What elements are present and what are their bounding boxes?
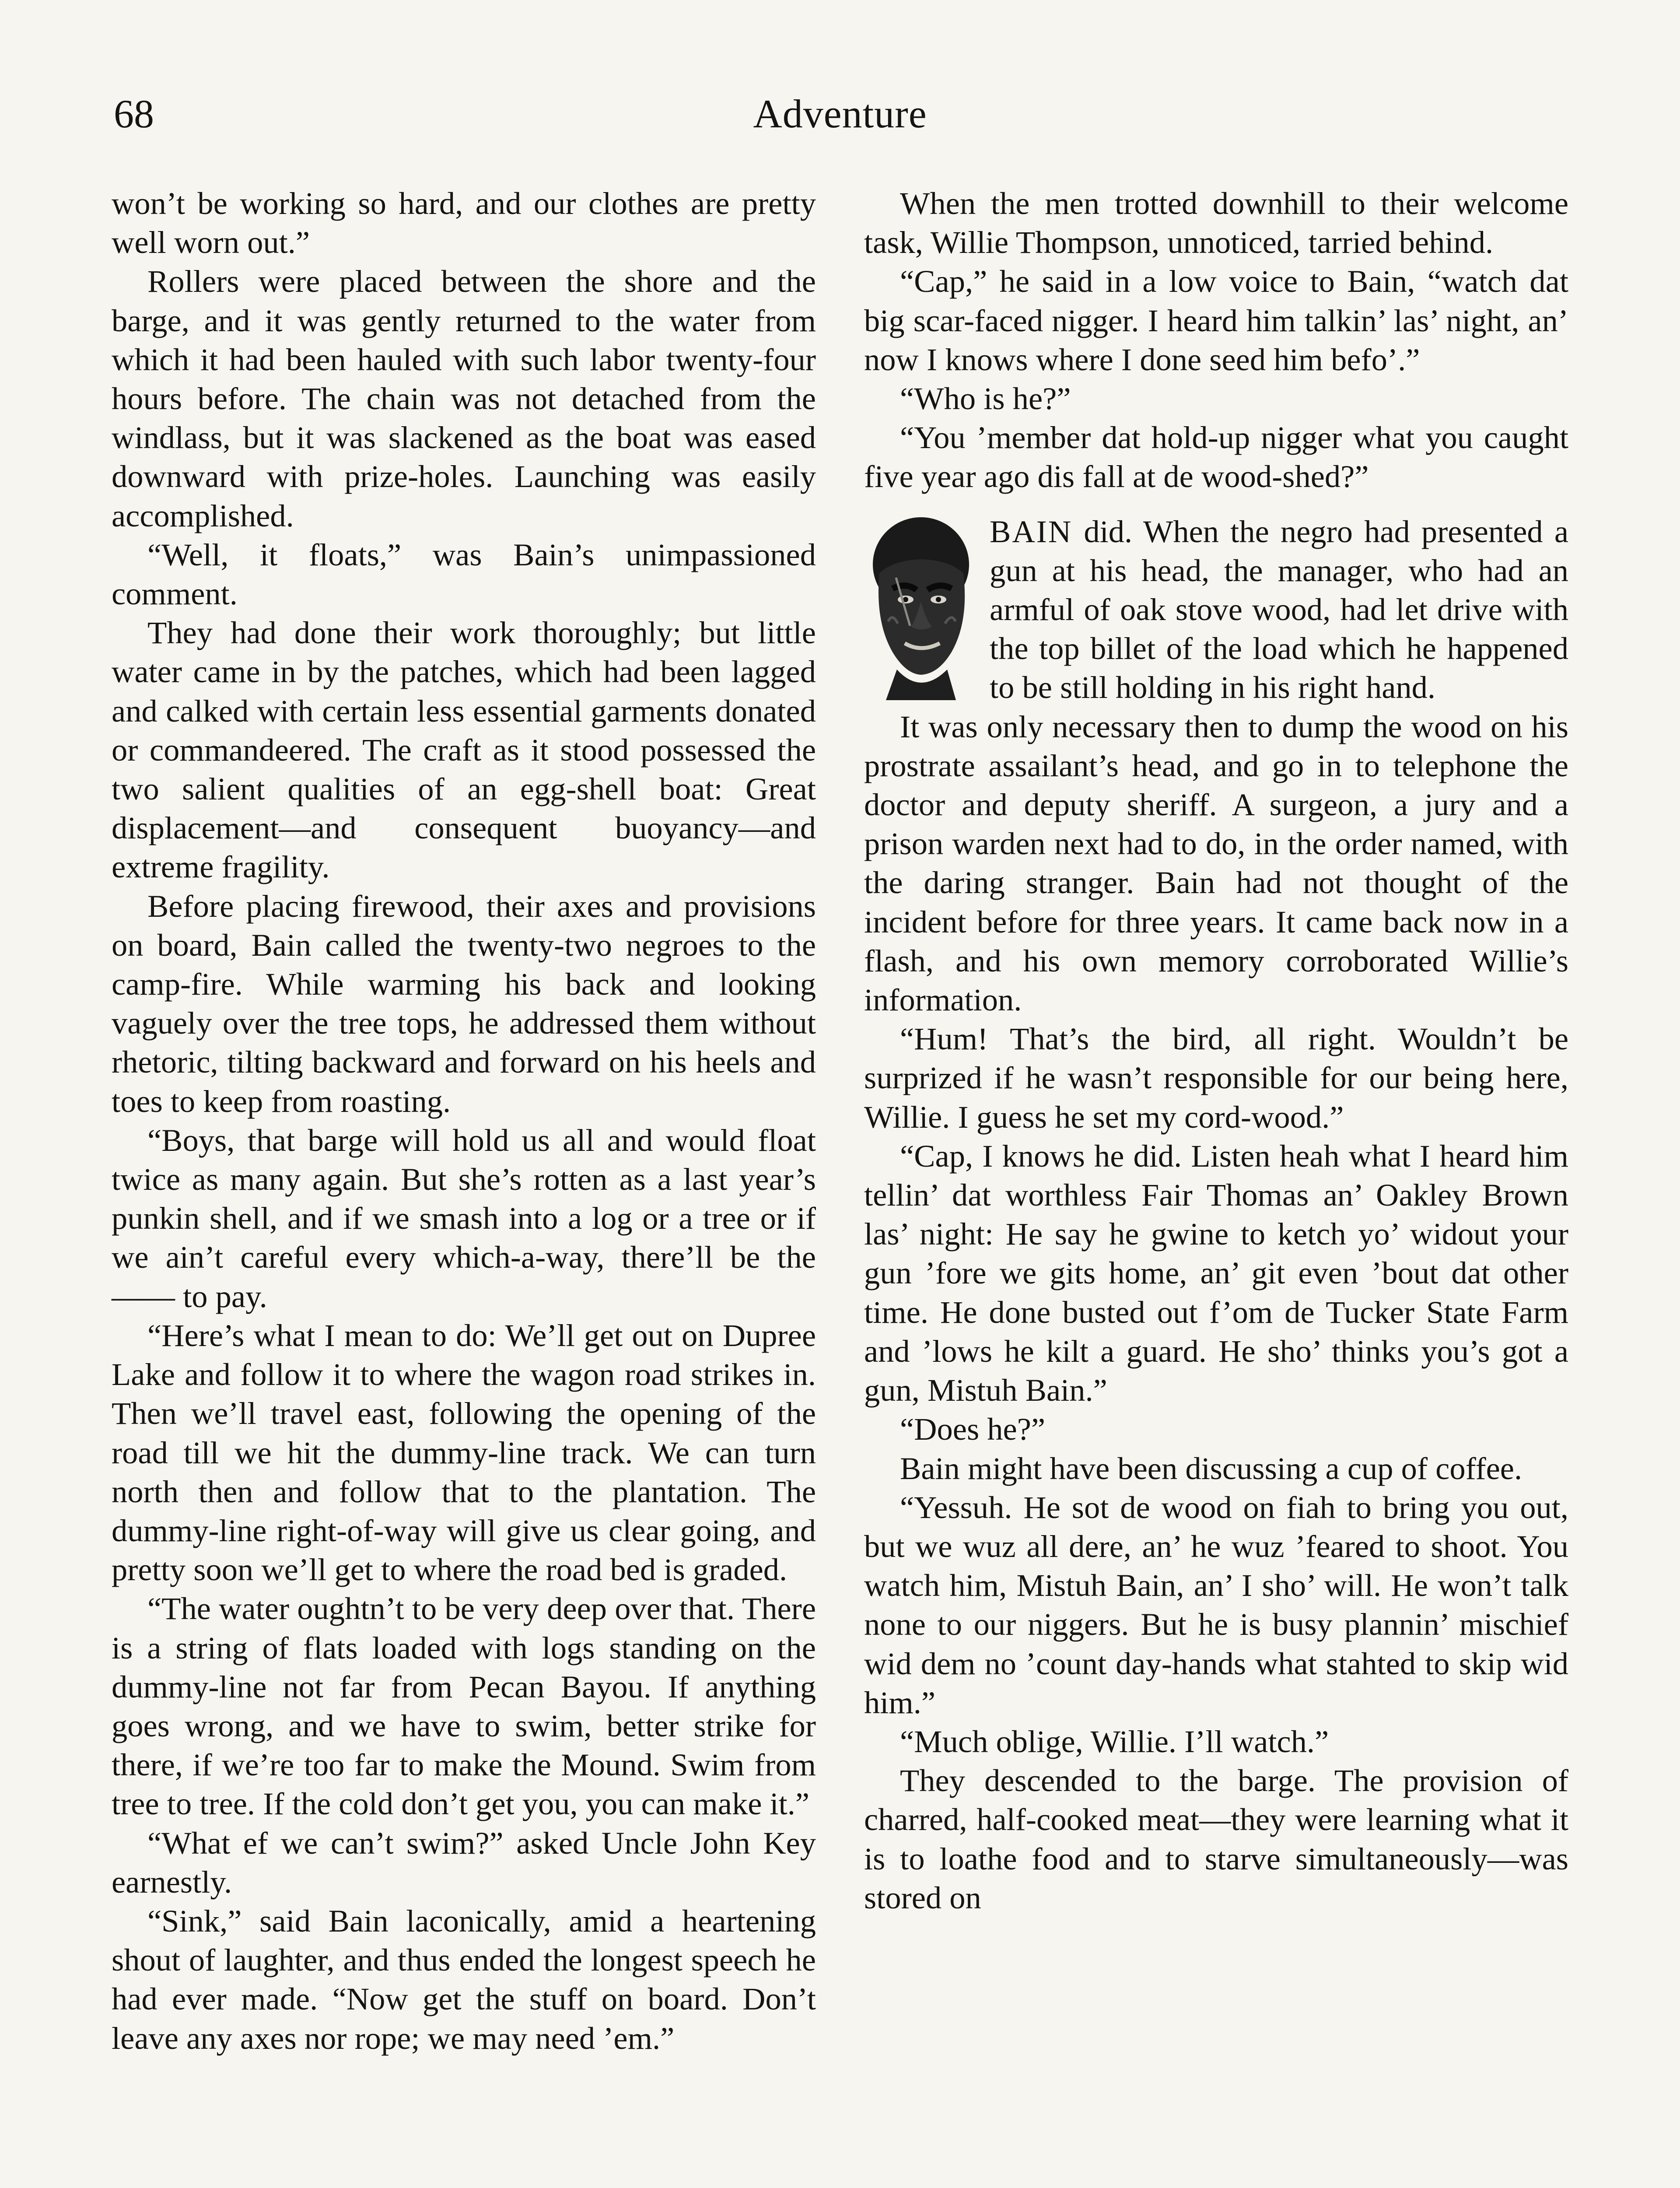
section-opening xyxy=(864,512,1568,707)
paragraph: When the men trotted downhill to their welcome task, Willie Thompson, unnoticed, tarried behind. xyxy=(864,186,1568,260)
paragraph: Bain might have been discussing a cup of coffee. xyxy=(900,1450,1522,1486)
paragraph: “Who is he?” xyxy=(900,381,1071,417)
paragraph: They descended to the barge. The provision of charred, half-cooked meat—they were learning what it is to loathe food and to starve simultaneously—was stored on xyxy=(864,1763,1568,1915)
paragraph: “Sink,” said Bain laconically, amid a heartening shout of laughter, and thus ended the longest speech he had ever made. “Now get the stuff on board. Don’t leave any axes nor rope; we may need ’em.” xyxy=(112,1903,816,2056)
paragraph: won’t be working so hard, and our clothes are pretty well worn out.” xyxy=(112,186,816,260)
paragraph: Before placing firewood, their axes and provisions on board, Bain called the twenty-two negroes to the camp-fire. While warming his back and looking vaguely over the tree tops, he addressed them without rhetoric, tilting backward and forward on his heels and toes to keep from roasting. xyxy=(112,888,816,1119)
section-opening-text: did. When the negro had presented a gun at his head, the manager, who had an armful of oak stove wood, had let drive with the top billet of the load which he happened to be still holding in his right hand. xyxy=(990,513,1568,705)
page-header xyxy=(109,88,1571,140)
paragraph: “You ’member dat hold-up nigger what you caught five year ago dis fall at de wood-shed?” xyxy=(864,420,1568,494)
portrait-illustration xyxy=(862,512,980,700)
paragraph: “What ef we can’t swim?” asked Uncle John Key earnestly. xyxy=(112,1825,816,1900)
page-number: 68 xyxy=(114,91,154,136)
paragraph: “Boys, that barge will hold us all and would float twice as many again. But she’s rotten as a last year’s punkin shell, and if we smash into a log or a tree or if we ain’t careful every which-a-way, there’ll be the —— to pay. xyxy=(112,1122,816,1314)
paragraph: They had done their work thoroughly; but little water came in by the patches, which had been lagged and calked with certain less essential garments donated or commandeered. The craft as it stood possessed the two salient qualities of an egg-shell boat: Great displacement—and consequent buoyancy—and extreme fragility. xyxy=(112,615,816,885)
paragraph: “Does he?” xyxy=(900,1411,1046,1447)
paragraph: “Yessuh. He sot de wood on fiah to bring you out, but we wuz all dere, an’ he wuz ’feared to shoot. You watch him, Mistuh Bain, an’ I sho’ will. He won’t talk none to our niggers. But he is busy plannin’ mischief wid dem no ’count day-hands what stahted to skip wid him.” xyxy=(864,1489,1568,1720)
paragraph: “Well, it floats,” was Bain’s unimpassioned comment. xyxy=(112,536,816,612)
paragraph: “Hum! That’s the bird, all right. Wouldn’t be surprized if he wasn’t responsible for our being here, Willie. I guess he set my cord-wood.” xyxy=(864,1021,1568,1135)
paragraph: “Much oblige, Willie. I’ll watch.” xyxy=(900,1723,1329,1759)
lead-word: BAIN xyxy=(990,513,1073,549)
paragraph: “The water oughtn’t to be very deep over that. There is a string of flats loaded with logs standing on the dummy-line not far from Pecan Bayou. If anything goes wrong, and we have to swim, better strike for there, if we’re too far to make the Mound. Swim from tree to tree. If the cold don’t get you, you can make it.” xyxy=(112,1591,816,1822)
paragraph: It was only necessary then to dump the wood on his prostrate assailant’s head, and go in to telephone the doctor and deputy sheriff. A surgeon, a jury and a prison warden next had to do, in the order named, with the daring stranger. Bain had not thought of the incident before for three years. It came back now in a flash, and his own memory corroborated Willie’s information. xyxy=(864,708,1568,1018)
paragraph: “Here’s what I mean to do: We’ll get out on Dupree Lake and follow it to where the wagon road strikes in. Then we’ll travel east, following the opening of the road till we hit the dummy-line track. We can turn north then and follow that to the plantation. The dummy-line right-of-way will give us clear going, and pretty soon we’ll get to where the road bed is graded. xyxy=(112,1317,816,1588)
running-title: Adventure xyxy=(753,91,927,136)
left-column xyxy=(112,184,816,2058)
paragraph: “Cap,” he said in a low voice to Bain, “watch dat big scar-faced nigger. I heard him talkin’ las’ night, an’ now I knows where I done seed him befo’.” xyxy=(864,263,1568,377)
paragraph: Rollers were placed between the shore and the barge, and it was gently returned to the water from which it had been hauled with such labor twenty-four hours before. The chain was not detached from the windlass, but it was slackened as the boat was eased downward with prize-holes. Launching was easily accomplished. xyxy=(112,263,816,533)
right-column xyxy=(864,184,1568,1917)
paragraph: “Cap, I knows he did. Listen heah what I heard him tellin’ dat worthless Fair Thomas an’ Oakley Brown las’ night: He say he gwine to ketch yo’ widout your gun ’fore we gits home, an’ git even ’bout dat other time. He done busted out f’om de Tucker State Farm and ’lows he kilt a guard. He sho’ thinks you’s got a gun, Mistuh Bain.” xyxy=(864,1138,1568,1408)
